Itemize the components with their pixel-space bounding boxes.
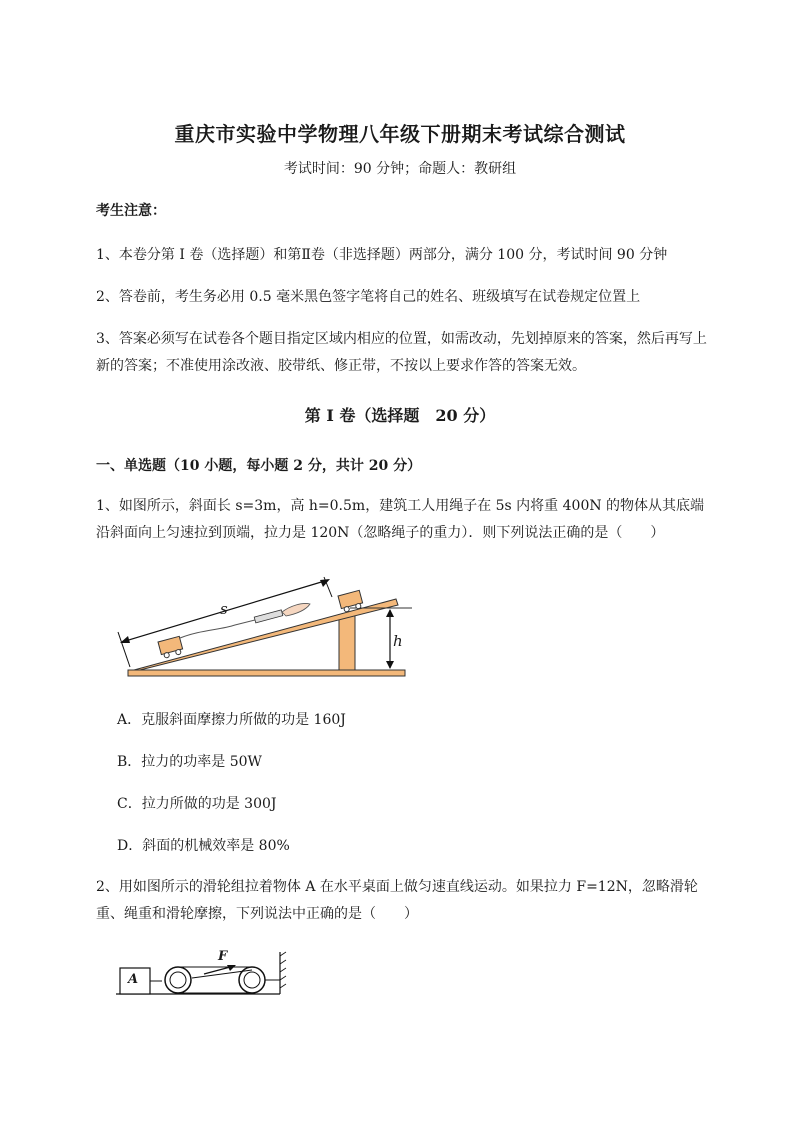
rope bbox=[180, 620, 255, 638]
h-arrow-head-top bbox=[386, 609, 394, 617]
label-f: F bbox=[218, 949, 228, 964]
pulley-figure bbox=[112, 948, 292, 1002]
option-c[interactable]: C．拉力所做的功是 300J bbox=[117, 796, 277, 812]
option-d[interactable]: D．斜面的机械效率是 80% bbox=[117, 838, 290, 854]
hand bbox=[282, 603, 310, 616]
label-a: A bbox=[128, 972, 139, 987]
label-s: s bbox=[220, 600, 228, 618]
incline-plank bbox=[134, 599, 398, 670]
notice-heading: 考生注意： bbox=[96, 203, 166, 219]
question-1-stem: 1、如图所示，斜面长 s=3m，高 h=0.5m，建筑工人用绳子在 5s 内将重 400N 的物体从其底端沿斜面向上匀速拉到顶端，拉力是 120N（忽略绳子的重力）．则下列说法正确的是（ ） bbox=[96, 498, 705, 541]
pulley-fixed-inner bbox=[244, 972, 260, 988]
notice-item-3: 3、答案必须写在试卷各个题目指定区域内相应的位置，如需改动，先划掉原来的答案，然后再写上新的答案；不准使用涂改液、胶带纸、修正带，不按以上要求作答的答案无效。 bbox=[96, 331, 707, 374]
notice-item-2: 2、答卷前，考生务必用 0.5 毫米黑色签字笔将自己的姓名、班级填写在试卷规定位置上 bbox=[96, 289, 641, 305]
h-arrow-head-bottom bbox=[386, 661, 394, 669]
notice-item-1: 1、本卷分第 I 卷（选择题）和第Ⅱ卷（非选择题）两部分，满分 100 分，考试时间 90 分钟 bbox=[96, 247, 668, 263]
box-bottom bbox=[158, 636, 184, 659]
page-title: 重庆市实验中学物理八年级下册期末考试综合测试 bbox=[174, 122, 626, 146]
incline-figure bbox=[110, 572, 420, 684]
part-heading: 一、单选题（10 小题，每小题 2 分，共计 20 分） bbox=[96, 458, 422, 474]
section-title: 第 I 卷（选择题 20 分） bbox=[304, 406, 496, 425]
support-post bbox=[339, 616, 355, 670]
label-h: h bbox=[393, 632, 403, 650]
wall-hatch bbox=[280, 952, 286, 988]
base-board bbox=[128, 670, 405, 676]
question-2-stem: 2、用如图所示的滑轮组拉着物体 A 在水平桌面上做匀速直线运动。如果拉力 F=12N，忽略滑轮重、绳重和滑轮摩擦，下列说法中正确的是（ ） bbox=[96, 879, 698, 922]
pulley-movable-inner bbox=[170, 972, 186, 988]
option-a[interactable]: A．克服斜面摩擦力所做的功是 160J bbox=[117, 712, 346, 728]
option-b[interactable]: B．拉力的功率是 50W bbox=[117, 754, 262, 770]
spring-scale bbox=[254, 610, 283, 623]
page-subtitle: 考试时间：90 分钟；命题人：教研组 bbox=[283, 161, 517, 177]
